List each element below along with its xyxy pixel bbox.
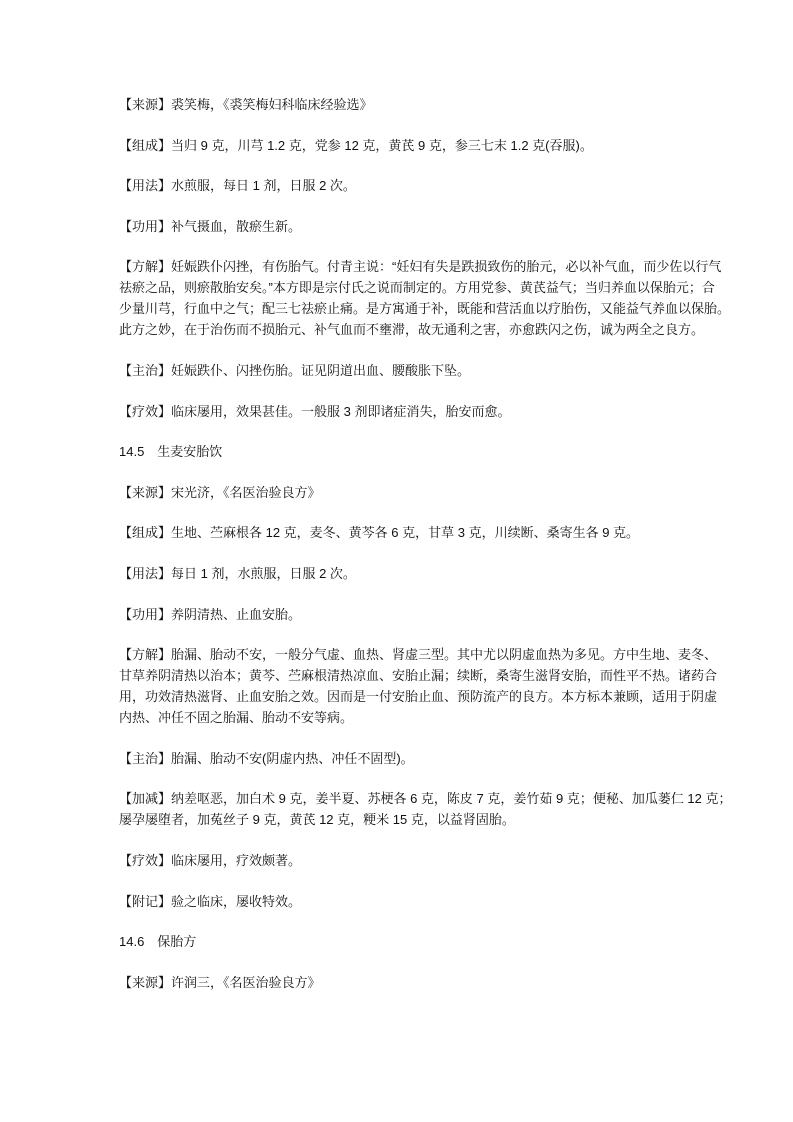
text-line: 【组成】生地、苎麻根各 12 克，麦冬、黄芩各 6 克，甘草 3 克，川续断、桑寄生各 9 克。 bbox=[119, 525, 640, 541]
paragraph bbox=[119, 972, 684, 993]
document-page bbox=[119, 94, 732, 1012]
text-line: 【来源】宋光济，《名医治验良方》 bbox=[119, 484, 321, 500]
text-line: 【方解】胎漏、胎动不安，一般分气虚、血热、肾虚三型。其中尤以阴虚血热为多见。方中生地、麦冬、 bbox=[119, 647, 718, 663]
paragraph bbox=[119, 401, 684, 422]
section-heading bbox=[119, 441, 684, 462]
paragraph bbox=[119, 644, 718, 728]
paragraph bbox=[119, 256, 731, 340]
text-line: 屡孕屡堕者，加菟丝子 9 克，黄芪 12 克，粳米 15 克，以益肾固胎。 bbox=[119, 812, 515, 828]
paragraph bbox=[119, 850, 684, 871]
paragraph bbox=[119, 135, 684, 156]
text-line: 【来源】裘笑梅，《裘笑梅妇科临床经验选》 bbox=[119, 97, 373, 112]
text-line: 【功用】养阴清热、止血安胎。 bbox=[119, 606, 302, 622]
paragraph bbox=[119, 563, 684, 584]
text-line: 【用法】水煎服，每日 1 剂，日服 2 次。 bbox=[119, 178, 356, 194]
text-line: 【疗效】临床屡用，效果甚佳。一般服 3 剂即诸症消失，胎安而愈。 bbox=[119, 403, 511, 419]
text-line: 内热、冲任不固之胎漏、胎动不安等病。 bbox=[119, 710, 354, 726]
paragraph bbox=[119, 604, 684, 625]
text-line: 此方之妙，在于治伤而不损胎元、补气血而不壅滞，故无通利之害，亦愈跌闪之伤，诚为两全之良方。 bbox=[119, 322, 705, 338]
text-line: 【加减】纳差呕恶，加白术 9 克，姜半夏、苏梗各 6 克，陈皮 7 克，姜竹茹 9 克；便秘、加瓜蒌仁 12 克； bbox=[119, 791, 732, 807]
text-line: 【主治】胎漏、胎动不安(阴虚内热、冲任不固型)。 bbox=[119, 750, 414, 766]
text-line: 用，功效清热滋肾、止血安胎之效。因而是一付安胎止血、预防流产的良方。本方标本兼顾，适用于阴虚 bbox=[119, 689, 718, 705]
text-line: 【方解】妊娠跌仆闪挫，有伤胎气。付青主说：“妊妇有失是跌损致伤的胎元，必以补气血，而少佐以行气 bbox=[119, 259, 722, 275]
text-line: 甘草养阴清热以治本；黄芩、苎麻根清热凉血、安胎止漏；续断，桑寄生滋肾安胎，而性平不热。诸药合 bbox=[119, 668, 718, 684]
text-line: 14.5 生麦安胎饮 bbox=[119, 444, 223, 460]
text-line: 【主治】妊娠跌仆、闪挫伤胎。证见阴道出血、腰酸胀下坠。 bbox=[119, 362, 471, 378]
paragraph bbox=[119, 216, 684, 237]
text-line: 14.6 保胎方 bbox=[119, 934, 197, 950]
text-line: 【疗效】临床屡用，疗效颇著。 bbox=[119, 852, 302, 868]
paragraph bbox=[119, 788, 732, 830]
text-line: 【功用】补气摄血，散瘀生新。 bbox=[119, 218, 302, 234]
text-line: 【组成】当归 9 克，川芎 1.2 克，党参 12 克，黄芪 9 克，参三七末 1.2 克(吞服)。 bbox=[119, 137, 593, 153]
text-line: 【用法】每日 1 剂，水煎服，日服 2 次。 bbox=[119, 565, 356, 581]
paragraph bbox=[119, 891, 684, 912]
paragraph bbox=[119, 482, 684, 503]
text-line: 少量川芎，行血中之气；配三七祛瘀止痛。是方寓通于补，既能和营活血以疗胎伤，又能益气养血以保胎。 bbox=[119, 301, 731, 317]
paragraph bbox=[119, 360, 684, 381]
paragraph bbox=[119, 94, 684, 115]
text-line: 祛瘀之品，则瘀散胎安矣。”本方即是宗付氏之说而制定的。方用党参、黄芪益气；当归养血以保胎元；合 bbox=[119, 280, 715, 296]
section-heading bbox=[119, 931, 684, 952]
text-line: 【来源】许润三，《名医治验良方》 bbox=[119, 974, 321, 990]
paragraph bbox=[119, 175, 684, 196]
paragraph bbox=[119, 522, 684, 543]
paragraph bbox=[119, 748, 684, 769]
text-line: 【附记】验之临床，屡收特效。 bbox=[119, 893, 302, 909]
